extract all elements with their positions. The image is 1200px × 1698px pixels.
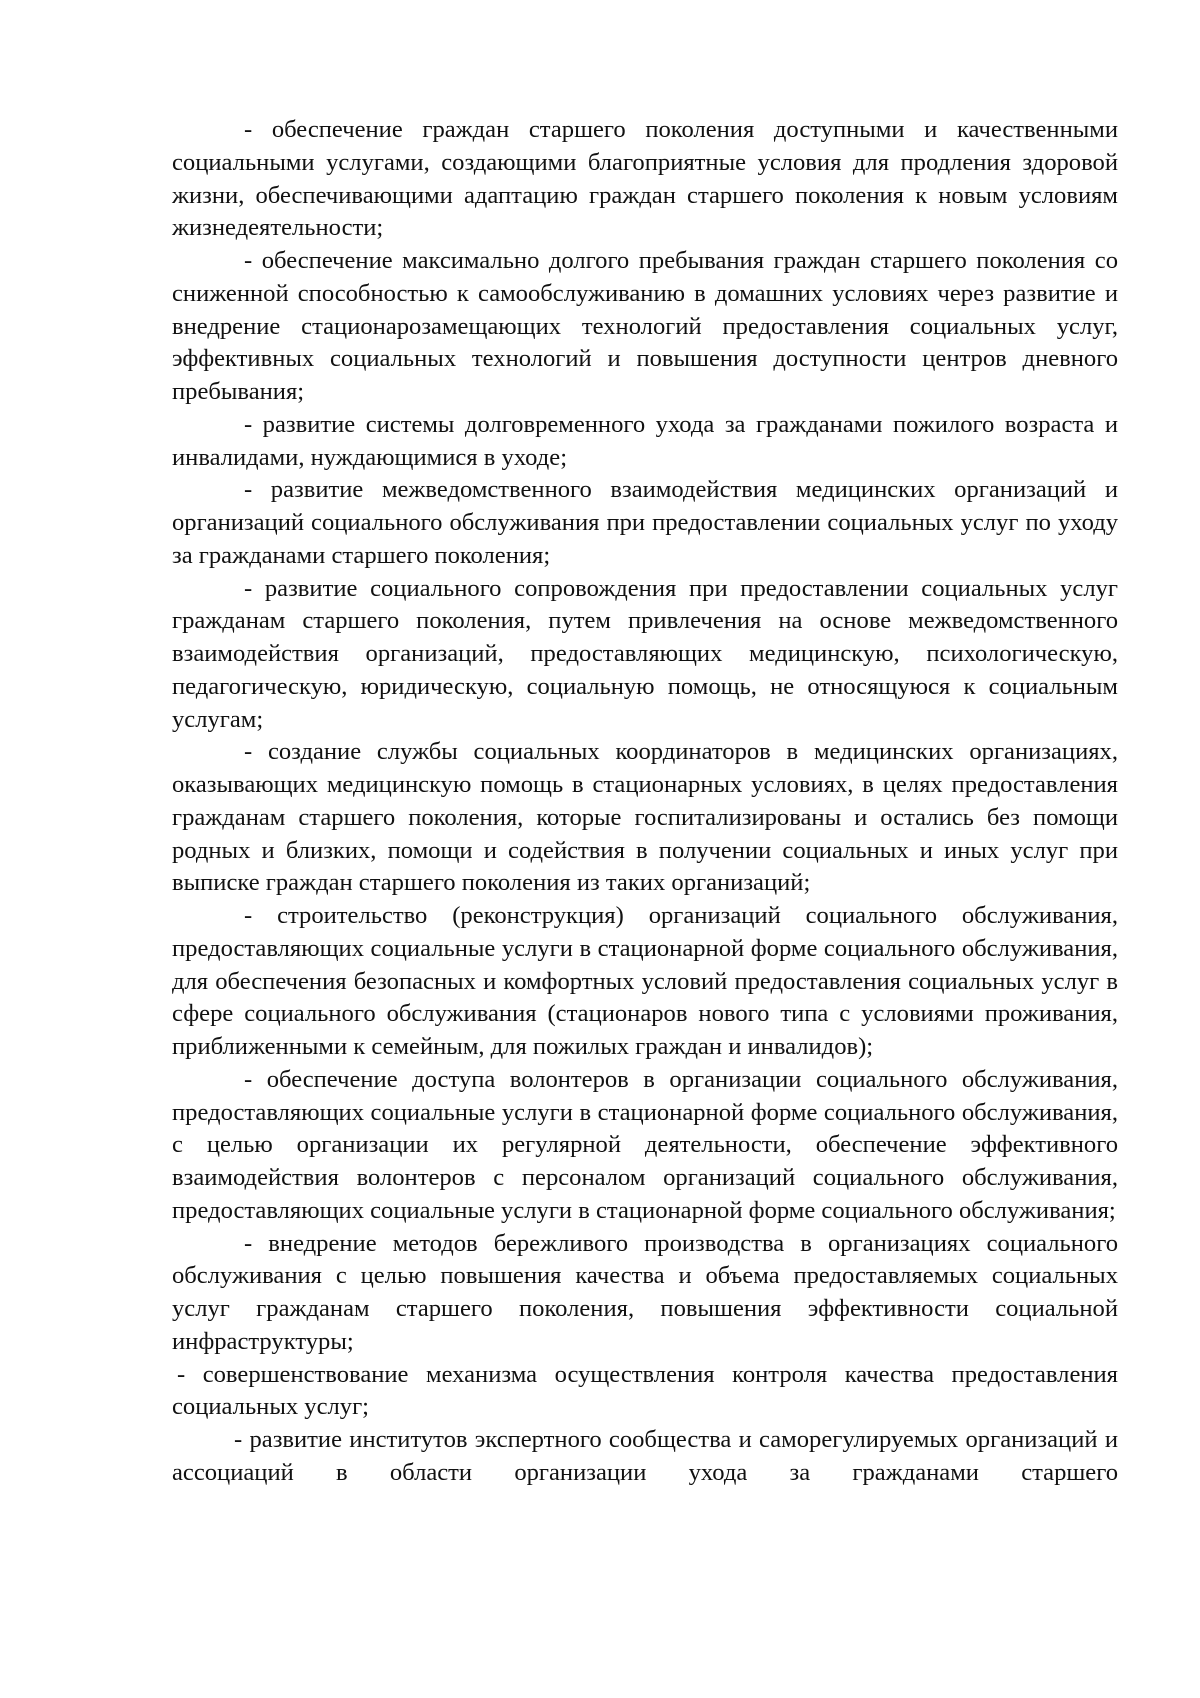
- paragraph-volunteers: - обеспечение доступа волонтеров в организации социального обслуживания, предоставляющих социальные услуги в стационарной форме социального обслуживания, с целью организации их регулярной деятельности, обеспечение эффективного взаимодействия волонтеров с персоналом организаций социального обслуживания, предоставляющих социальные услуги в стационарной форме социального обслуживания;: [172, 1065, 1118, 1224]
- paragraph-quality-control: - совершенствование механизма осуществления контроля качества предоставления социальных услуг;: [172, 1360, 1118, 1421]
- paragraph-construction: - строительство (реконструкция) организаций социального обслуживания, предоставляющих социальные услуги в стационарной форме социального обслуживания, для обеспечения безопасных и комфортных условий предоставления социальных услуг в сфере социального обслуживания (стационаров нового типа с условиями проживания, приближенными к семейным, для пожилых граждан и инвалидов);: [172, 902, 1118, 1060]
- paragraph-services-quality: - обеспечение граждан старшего поколения доступными и качественными социальными услугами, создающими благоприятные условия для продления здоровой жизни, обеспечивающими адаптацию граждан старшего поколения к новым условиям жизнедеятельности;: [172, 116, 1118, 242]
- paragraph-home-stay: - обеспечение максимально долгого пребывания граждан старшего поколения со сниженной способностью к самообслуживанию в домашних условиях через развитие и внедрение стационарозамещающих технологий предоставления социальных услуг, эффективных социальных технологий и повышения доступности центров дневного пребывания;: [172, 247, 1118, 405]
- paragraph-expert-community: - развитие институтов экспертного сообщества и саморегулируемых организаций и ассоциаций в области организации ухода за гражданами старшего: [172, 1426, 1118, 1486]
- paragraph-lean-production: - внедрение методов бережливого производства в организациях социального обслуживания с целью повышения качества и объема предоставляемых социальных услуг гражданам старшего поколения, повышения эффективности социальной инфраструктуры;: [172, 1229, 1118, 1355]
- paragraph-social-support: - развитие социального сопровождения при предоставлении социальных услуг гражданам старшего поколения, путем привлечения на основе межведомственного взаимодействия организаций, предоставляющих медицинскую, психологическую, педагогическую, юридическую, социальную помощь, не относящуюся к социальным услугам;: [172, 574, 1118, 733]
- document-body: [172, 114, 1118, 1490]
- paragraph-social-coordinators: - создание службы социальных координаторов в медицинских организациях, оказывающих медицинскую помощь в стационарных условиях, в целях предоставления гражданам старшего поколения, которые госпитализированы и остались без помощи родных и близких, помощи и содействия в получении социальных и иных услуг при выписке граждан старшего поколения из таких организаций;: [172, 738, 1118, 897]
- paragraph-interagency-cooperation: - развитие межведомственного взаимодействия медицинских организаций и организаций социального обслуживания при предоставлении социальных услуг по уходу за гражданами старшего поколения;: [172, 476, 1118, 569]
- paragraph-long-term-care: - развитие системы долговременного ухода за гражданами пожилого возраста и инвалидами, нуждающимися в уходе;: [172, 410, 1118, 471]
